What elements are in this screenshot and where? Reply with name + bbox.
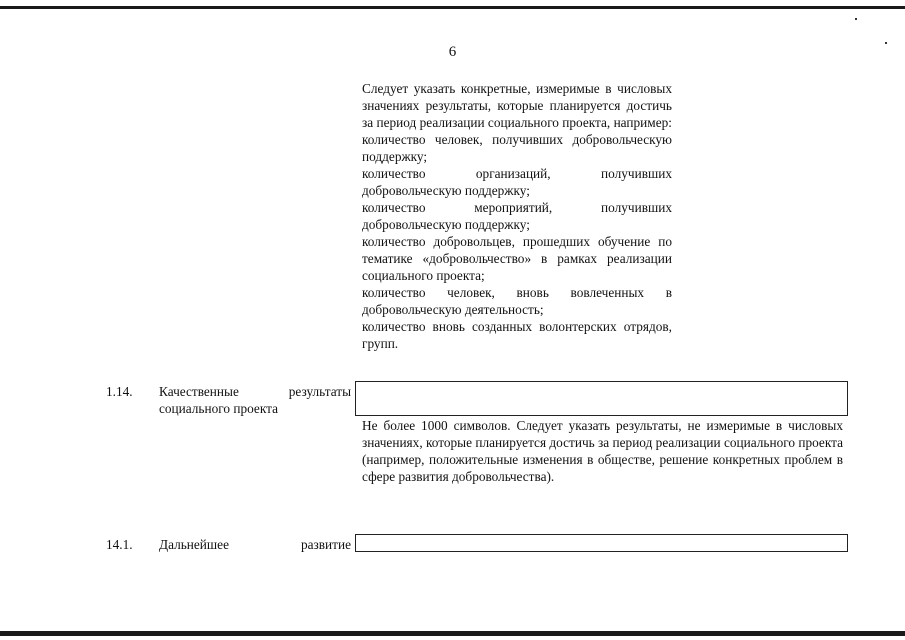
field-label-further-development [159, 536, 351, 553]
instruction-qualitative-results: Не более 1000 символов. Следует указать результаты, не измеримые в числовых значениях, которые планируется достичь за период реализации социального проекта (например, положительные изменения в обществе, решение конкретных проблем в сфере развития добровольчества). [362, 418, 843, 484]
label-line: социального проекта [159, 401, 278, 416]
label-word: развитие [300, 537, 351, 552]
qualitative-results-input[interactable] [355, 381, 848, 416]
scan-speck [855, 18, 857, 20]
field-number-14-1: 14.1. [106, 537, 133, 552]
field-label-qualitative-results [159, 383, 351, 417]
field-number-1-14: 1.14. [106, 384, 133, 399]
further-development-input[interactable] [355, 534, 848, 552]
page-number: 6 [448, 44, 457, 60]
instruction-line: количество вновь созданных волонтерских отрядов, групп. [362, 319, 672, 351]
instruction-line: количество организаций, получивших добровольческую поддержку; [362, 166, 672, 198]
label-word: результаты [288, 384, 351, 399]
instruction-line: количество человек, получивших добровольческую поддержку; [362, 132, 672, 164]
instruction-line: количество мероприятий, получивших добровольческую поддержку; [362, 200, 672, 232]
label-word: Дальнейшее [159, 537, 229, 552]
label-word: Качественные [159, 384, 239, 399]
instruction-quantitative-results [362, 80, 672, 352]
instruction-line: количество человек, вновь вовлеченных в добровольческую деятельность; [362, 285, 672, 317]
instruction-line: Следует указать конкретные, измеримые в числовых значениях результаты, которые планируется достичь за период реализации социального проекта, например: [362, 81, 672, 130]
bottom-rule [0, 631, 905, 636]
instruction-line: количество добровольцев, прошедших обучение по тематике «добровольчество» в рамках реализации социального проекта; [362, 234, 672, 283]
top-rule [0, 6, 905, 9]
